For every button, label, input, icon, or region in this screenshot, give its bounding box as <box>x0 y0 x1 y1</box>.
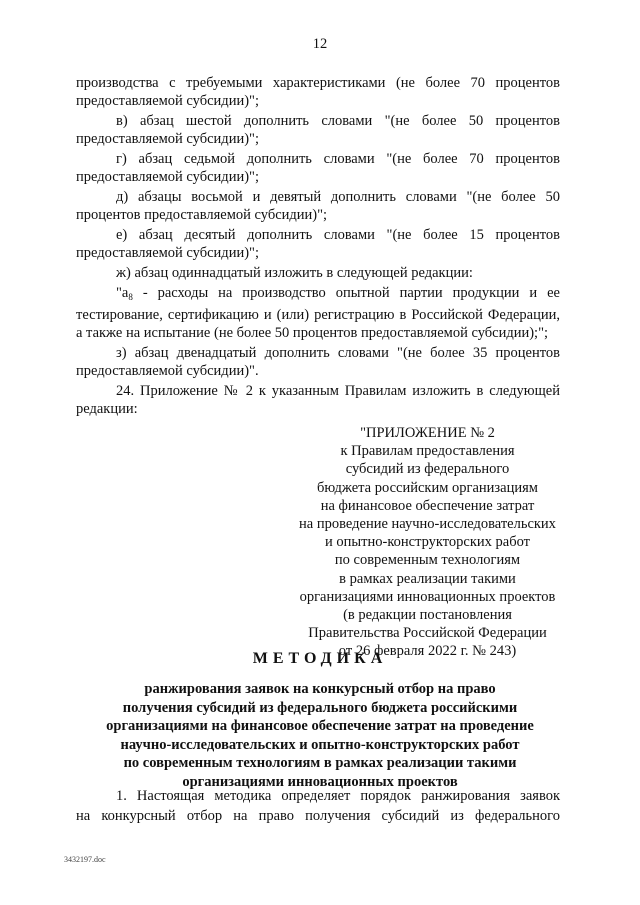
appendix-line: в рамках реализации такими <box>339 570 516 587</box>
final-line: на конкурсный отбор на право получения субсидий из федерального <box>76 808 560 824</box>
appendix-line: бюджета российским организациям <box>317 479 538 496</box>
paragraph: в) абзац шестой дополнить словами "(не более 50 процентов предоставляемой субсидии)"; <box>76 113 560 147</box>
method-subtitle-line: получения субсидий из федерального бюджета российскими <box>122 699 518 716</box>
paragraph: з) абзац двенадцатый дополнить словами "(не более 35 процентов предоставляемой субсидии)". <box>76 345 560 379</box>
paragraph: 24. Приложение № 2 к указанным Правилам изложить в следующей редакции: <box>76 383 560 417</box>
method-subtitle-line: научно-исследовательских и опытно-конструкторских работ <box>120 736 520 753</box>
method-subtitle-line: ранжирования заявок на конкурсный отбор на право <box>144 681 496 697</box>
paragraph: г) абзац седьмой дополнить словами "(не более 70 процентов предоставляемой субсидии)"; <box>76 151 560 185</box>
method-subtitle-line: по современным технологиям в рамках реализации такими <box>123 755 517 771</box>
document-footer-code: 3432197.doc <box>64 855 106 864</box>
appendix-line: по современным технологиям <box>334 552 521 569</box>
paragraph-text: - расходы на производство опытной партии продукции и ее тестирование, сертификацию и (или) регистрацию в Российской Федерации, а также на испытание (не более 50 процентов предоставляемой субсидии);"; <box>76 285 560 341</box>
method-first-paragraph <box>76 786 560 826</box>
appendix-line: субсидий из федерального <box>345 461 510 478</box>
appendix-line: (в редакции постановления <box>343 607 512 624</box>
paragraph-prefix: "а <box>116 285 129 301</box>
final-line: 1. Настоящая методика определяет порядок ранжирования заявок <box>116 788 560 804</box>
method-subtitle-line: организациями на финансовое обеспечение затрат на проведение <box>106 718 534 734</box>
method-subtitle-line: организациями инновационных проектов <box>182 773 458 790</box>
appendix-line: "ПРИЛОЖЕНИЕ № 2 <box>360 425 495 441</box>
appendix-line: Правительства Российской Федерации <box>308 625 547 642</box>
method-title: МЕТОДИКА <box>252 650 388 667</box>
paragraph: производства с требуемыми характеристиками (не более 70 процентов предоставляемой субсидии)"; <box>76 75 560 109</box>
paragraph: д) абзацы восьмой и девятый дополнить словами "(не более 50 процентов предоставляемой субсидии)"; <box>76 189 560 223</box>
paragraph: е) абзац десятый дополнить словами "(не более 15 процентов предоставляемой субсидии)"; <box>76 227 560 261</box>
paragraph <box>76 284 560 342</box>
amendment-paragraphs <box>76 74 560 420</box>
appendix-line: на проведение научно-исследовательских <box>299 516 556 533</box>
method-subtitle <box>60 680 580 791</box>
appendix-header <box>285 424 570 661</box>
appendix-line: от 26 февраля 2022 г. № 243) <box>338 643 517 660</box>
appendix-line: на финансовое обеспечение затрат <box>320 497 535 514</box>
appendix-line: и опытно-конструкторских работ <box>325 534 530 551</box>
appendix-line: организациями инновационных проектов <box>299 588 556 605</box>
page-number: 12 <box>312 36 328 52</box>
paragraph: ж) абзац одиннадцатый изложить в следующей редакции: <box>116 265 473 281</box>
appendix-line: к Правилам предоставления <box>340 443 515 460</box>
subscript: 8 <box>128 292 133 302</box>
